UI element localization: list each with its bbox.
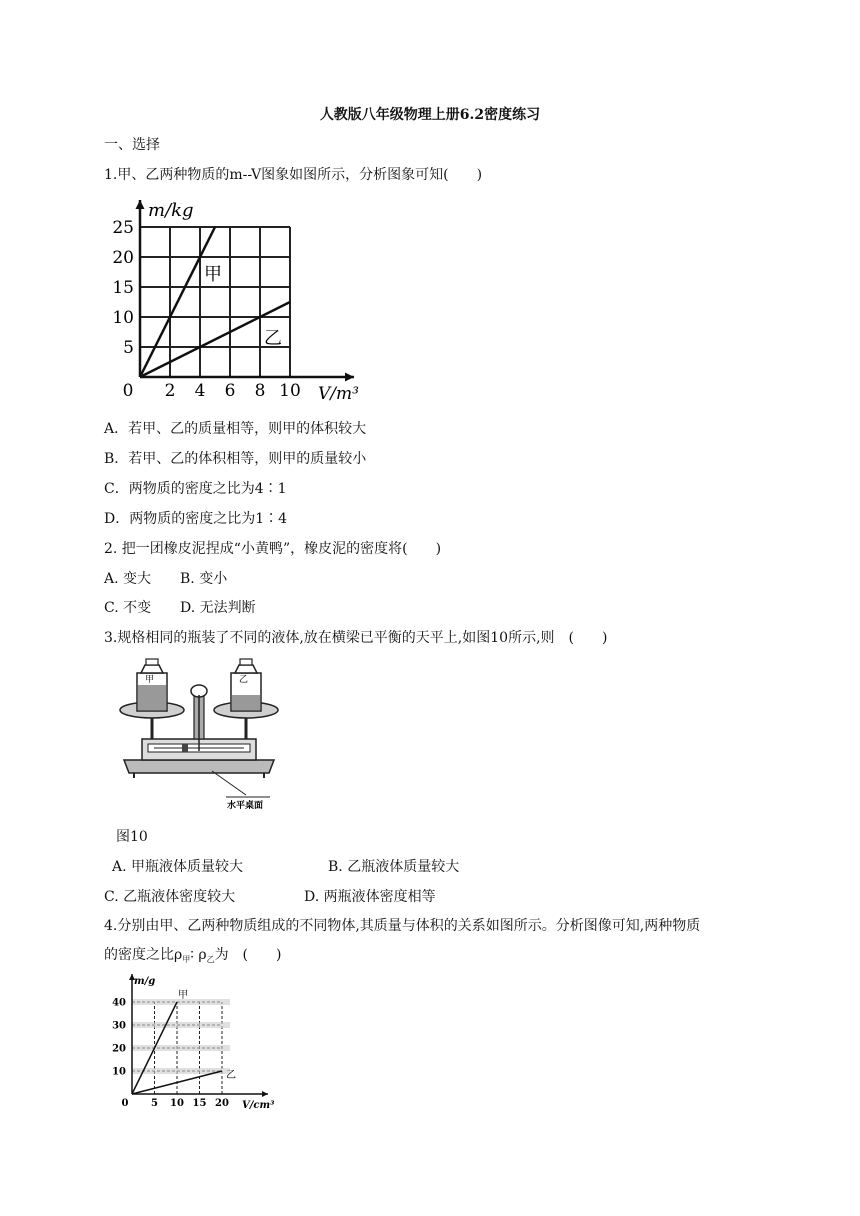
q1-series-label-jia: 甲 xyxy=(204,264,222,285)
x-tick-label: 2 xyxy=(164,381,176,401)
y-tick-label: 10 xyxy=(112,1066,126,1078)
q4-chart-grid xyxy=(132,999,230,1094)
q3-figure-caption: 图10 xyxy=(116,829,148,845)
q4-chart-axes xyxy=(129,974,268,1097)
y-tick-label: 25 xyxy=(112,217,134,238)
q1-chart-ylabel: m/kg xyxy=(148,200,194,221)
q1-chart-series xyxy=(140,227,290,377)
page-title: 人教版八年级物理上册6.2密度练习 xyxy=(319,107,541,123)
x-tick-label: 15 xyxy=(192,1098,207,1109)
q3-stem: 3.规格相同的瓶装了不同的液体,放在横梁已平衡的天平上,如图10所示,则 ( ) xyxy=(104,630,608,646)
bottle-label-yi: 乙 xyxy=(239,675,249,685)
q4-stem-line1: 4.分别由甲、乙两种物质组成的不同物体,其质量与体积的关系如图所示。分析图像可知,两种物质 xyxy=(104,918,701,934)
q1-chart-grid xyxy=(140,227,290,377)
q1-stem: 1.甲、乙两种物质的m--V图象如图所示，分析图象可知( ) xyxy=(104,167,483,183)
x-tick-label: 10 xyxy=(279,381,301,401)
series-line-yi xyxy=(132,1071,222,1094)
q3-option-b: B. 乙瓶液体质量较大 xyxy=(328,859,460,875)
q3-option-c: C. 乙瓶液体密度较大 xyxy=(104,889,236,905)
q4-sub-jia: 甲 xyxy=(182,955,191,964)
q1-option-c: C．两物质的密度之比为4∶1 xyxy=(104,481,287,497)
q1-mv-chart xyxy=(104,194,364,406)
bottle-label-jia: 甲 xyxy=(145,675,155,685)
q4-mv-chart xyxy=(108,970,280,1118)
series-line-jia xyxy=(140,227,215,377)
x-tick-label: 20 xyxy=(215,1098,229,1109)
x-axis-arrow xyxy=(345,373,354,382)
y-tick-label: 20 xyxy=(112,247,134,268)
x-tick-label: 5 xyxy=(151,1098,158,1109)
x-tick-label: 0 xyxy=(122,381,134,401)
grid-band xyxy=(132,1045,230,1051)
balance-scale-illustration xyxy=(114,655,284,813)
q4-series-label-yi: 乙 xyxy=(226,1070,236,1081)
q2-option-c: C. 不变 xyxy=(104,600,152,616)
x-axis-arrow xyxy=(262,1091,268,1097)
x-tick-label: 6 xyxy=(224,381,236,401)
y-tick-label: 40 xyxy=(112,997,126,1009)
q2-stem: 2. 把一团橡皮泥捏成“小黄鸭”，橡皮泥的密度将( ) xyxy=(104,541,442,557)
q2-option-d: D. 无法判断 xyxy=(180,600,256,616)
q4-chart-xlabel: V/cm³ xyxy=(242,1100,275,1111)
x-tick-label: 0 xyxy=(121,1098,129,1109)
q1-option-b: B．若甲、乙的体积相等，则甲的质量较小 xyxy=(104,451,367,467)
q2-option-a: A. 变大 xyxy=(104,571,152,587)
q4-stem-line2: 的密度之比$\rho_甲∶$ $\rho_乙$为 ( ) xyxy=(104,947,282,964)
x-tick-label: 8 xyxy=(254,381,266,401)
q4-sub-yi: 乙 xyxy=(206,955,215,964)
q4-chart-ylabel: m/g xyxy=(134,976,156,987)
q1-option-a: A．若甲、乙的质量相等，则甲的体积较大 xyxy=(104,421,367,437)
q3-option-a: A. 甲瓶液体质量较大 xyxy=(112,859,244,875)
section-heading: 一、选择 xyxy=(104,137,160,153)
x-tick-label: 4 xyxy=(194,381,206,401)
y-axis-arrow xyxy=(136,200,145,209)
y-tick-label: 15 xyxy=(112,277,134,298)
y-tick-label: 20 xyxy=(112,1043,126,1055)
q1-series-label-yi: 乙 xyxy=(264,328,282,349)
q1-chart-xlabel: V/m³ xyxy=(318,384,359,404)
y-tick-label: 10 xyxy=(112,307,134,328)
x-tick-label: 10 xyxy=(170,1098,184,1109)
desk-label: 水平桌面 xyxy=(227,801,264,811)
q4-series-label-jia: 甲 xyxy=(178,990,188,1001)
y-tick-label: 30 xyxy=(112,1020,126,1032)
q3-option-d: D. 两瓶液体密度相等 xyxy=(304,889,436,905)
y-tick-label: 5 xyxy=(123,337,134,358)
q2-option-b: B. 变小 xyxy=(180,571,228,587)
grid-band xyxy=(132,1022,230,1028)
q1-option-d: D．两物质的密度之比为1∶4 xyxy=(104,511,288,527)
